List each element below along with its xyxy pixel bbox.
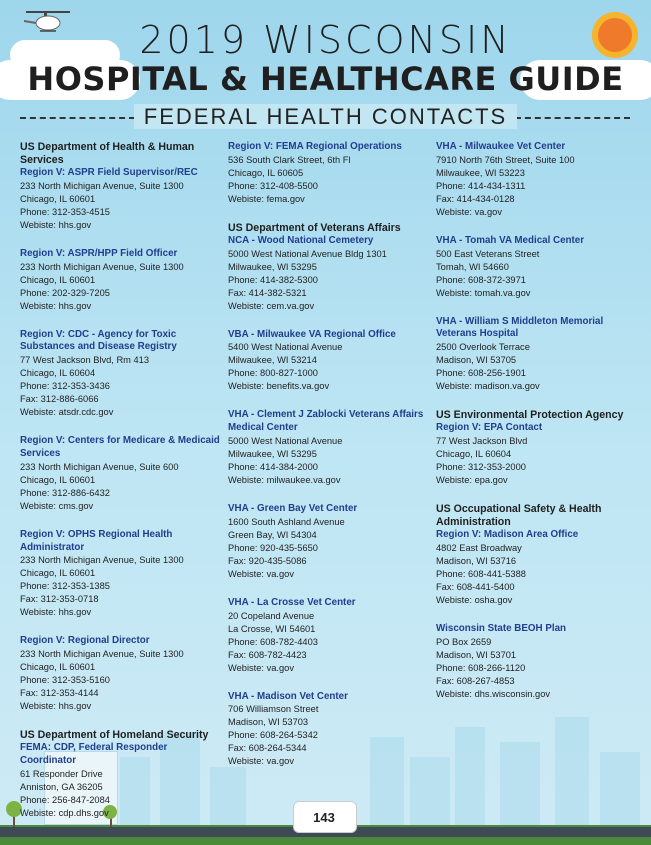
contact-line: Webiste: va.gov xyxy=(228,568,294,579)
contact-line: Fax: 920-435-5086 xyxy=(228,555,307,566)
contact-line: Phone: 608-264-5342 xyxy=(228,730,318,741)
contacts-column-1 xyxy=(20,141,220,836)
office-name: VHA - La Crosse Vet Center xyxy=(228,596,356,608)
office-name: Region V: OPHS Regional Health Administrator xyxy=(20,528,173,553)
contact-entry xyxy=(20,248,220,313)
contact-entry xyxy=(436,141,636,219)
title-line1: 2019 WISCONSIN xyxy=(139,18,512,62)
office-name: VHA - Green Bay Vet Center xyxy=(228,502,358,514)
contact-line: 233 North Michigan Avenue, Suite 1300 xyxy=(20,649,184,660)
contact-line: Fax: 312-353-4144 xyxy=(20,688,99,699)
contact-entry xyxy=(20,329,220,420)
contact-line: Webiste: madison.va.gov xyxy=(436,381,540,392)
office-name: Region V: Regional Director xyxy=(20,635,150,647)
contact-line: Fax: 608-267-4853 xyxy=(436,675,515,686)
contact-line: Phone: 312-353-5160 xyxy=(20,675,110,686)
contact-line: 77 West Jackson Blvd, Rm 413 xyxy=(20,355,150,366)
office-name: Wisconsin State BEOH Plan xyxy=(436,622,567,634)
contact-line: 536 South Clark Street, 6th Fl xyxy=(228,154,351,165)
contact-line: Madison, WI 53703 xyxy=(228,717,309,728)
contact-entry xyxy=(20,435,220,513)
section-title-text: FEDERAL HEALTH CONTACTS xyxy=(134,104,517,129)
contact-line: Madison, WI 53705 xyxy=(436,355,517,366)
contact-line: Webiste: hhs.gov xyxy=(20,219,92,230)
contacts-column-3 xyxy=(436,141,636,717)
contact-entry xyxy=(20,635,220,713)
contact-entry xyxy=(436,316,636,394)
contact-line: Chicago, IL 60601 xyxy=(20,193,96,204)
contact-line: 5000 West National Avenue xyxy=(228,435,343,446)
contact-line: 706 Williamson Street xyxy=(228,704,319,715)
contact-line: 4802 East Broadway xyxy=(436,542,522,553)
contact-line: Phone: 608-372-3971 xyxy=(436,274,526,285)
contact-entry xyxy=(20,529,220,620)
agency-heading: US Department of Veterans Affairs xyxy=(228,221,401,234)
contact-entry xyxy=(436,503,636,607)
office-name: Region V: CDC - Agency for Toxic Substances and Disease Registry xyxy=(20,328,177,353)
contact-line: Webiste: fema.gov xyxy=(228,193,305,204)
building xyxy=(455,727,485,827)
agency-heading: US Environmental Protection Agency xyxy=(436,409,624,422)
contact-line: Phone: 414-384-2000 xyxy=(228,461,318,472)
contact-line: Phone: 312-408-5500 xyxy=(228,180,318,191)
contact-line: Webiste: benefits.va.gov xyxy=(228,381,330,392)
contact-line: Phone: 414-382-5300 xyxy=(228,274,318,285)
building xyxy=(500,742,540,827)
contact-line: Webiste: milwaukee.va.gov xyxy=(228,474,341,485)
contact-line: Webiste: cem.va.gov xyxy=(228,300,315,311)
contact-line: Chicago, IL 60605 xyxy=(228,167,304,178)
title-line2: HOSPITAL & HEALTHCARE GUIDE xyxy=(27,60,624,98)
contact-line: Fax: 312-886-6066 xyxy=(20,394,99,405)
contact-entry xyxy=(228,597,428,675)
contact-line: Phone: 414-434-1311 xyxy=(436,180,526,191)
office-name: Region V: Madison Area Office xyxy=(436,528,579,540)
contact-line: 5400 West National Avenue xyxy=(228,342,343,353)
contact-line: Milwaukee, WI 53214 xyxy=(228,355,317,366)
agency-heading: US Department of Homeland Security xyxy=(20,729,209,742)
contact-entry xyxy=(20,141,220,232)
contact-line: Webiste: va.gov xyxy=(228,662,294,673)
contact-line: Webiste: tomah.va.gov xyxy=(436,287,531,298)
office-name: NCA - Wood National Cemetery xyxy=(228,234,374,246)
contact-line: Chicago, IL 60604 xyxy=(20,368,96,379)
contact-line: Milwaukee, WI 53295 xyxy=(228,261,317,272)
contact-line: Webiste: va.gov xyxy=(228,756,294,767)
contact-line: Webiste: va.gov xyxy=(436,206,502,217)
contact-entry xyxy=(228,691,428,769)
contact-line: Phone: 312-886-6432 xyxy=(20,487,110,498)
contact-line: Fax: 608-441-5400 xyxy=(436,581,515,592)
contact-line: Webiste: hhs.gov xyxy=(20,300,92,311)
contact-line: La Crosse, WI 54601 xyxy=(228,623,316,634)
contact-line: Phone: 312-353-1385 xyxy=(20,581,110,592)
contact-line: 233 North Michigan Avenue, Suite 600 xyxy=(20,461,179,472)
contact-entry xyxy=(20,729,220,820)
office-name: Region V: Centers for Medicare & Medicaid Services xyxy=(20,435,220,459)
office-name: VHA - Clement J Zablocki Veterans Affairs Medical Center xyxy=(228,409,424,434)
office-name: Region V: ASPR Field Supervisor/REC xyxy=(20,167,198,178)
contact-line: Chicago, IL 60604 xyxy=(436,448,512,459)
contact-line: 500 East Veterans Street xyxy=(436,248,540,259)
contact-line: Phone: 256-847-2084 xyxy=(20,794,110,805)
contact-line: 1600 South Ashland Avenue xyxy=(228,516,345,527)
contact-line: Chicago, IL 60601 xyxy=(20,274,96,285)
contact-line: Webiste: dhs.wisconsin.gov xyxy=(436,688,551,699)
contact-line: Phone: 312-353-2000 xyxy=(436,461,526,472)
agency-heading: US Occupational Safety & Health Administration xyxy=(436,502,602,528)
page-number: 143 xyxy=(313,810,335,825)
contact-line: Webiste: cdp.dhs.gov xyxy=(20,807,109,818)
contact-line: Green Bay, WI 54304 xyxy=(228,529,317,540)
contact-line: 233 North Michigan Avenue, Suite 1300 xyxy=(20,180,184,191)
office-name: Region V: EPA Contact xyxy=(436,422,543,434)
contact-line: Webiste: cms.gov xyxy=(20,500,94,511)
contact-line: Webiste: hhs.gov xyxy=(20,701,92,712)
office-name: FEMA: CDP, Federal Responder Coordinator xyxy=(20,742,168,766)
contact-line: Phone: 800-827-1000 xyxy=(228,368,318,379)
agency-heading: US Department of Health & Human Services xyxy=(20,141,195,166)
section-title xyxy=(0,104,651,130)
contact-line: 233 North Michigan Avenue, Suite 1300 xyxy=(20,555,184,566)
contact-line: Fax: 312-353-0718 xyxy=(20,594,99,605)
contact-entry xyxy=(436,409,636,487)
contact-line: 2500 Overlook Terrace xyxy=(436,342,530,353)
office-name: VBA - Milwaukee VA Regional Office xyxy=(228,328,396,340)
contact-line: Madison, WI 53701 xyxy=(436,649,517,660)
contact-line: Milwaukee, WI 53223 xyxy=(436,167,525,178)
contact-line: Anniston, GA 36205 xyxy=(20,781,103,792)
contact-line: 20 Copeland Avenue xyxy=(228,610,315,621)
contact-line: Webiste: hhs.gov xyxy=(20,607,92,618)
contact-line: Chicago, IL 60601 xyxy=(20,568,96,579)
contact-line: Tomah, WI 54660 xyxy=(436,261,509,272)
office-name: VHA - Milwaukee Vet Center xyxy=(436,141,566,152)
contact-line: Phone: 920-435-5650 xyxy=(228,542,318,553)
contact-line: Webiste: atsdr.cdc.gov xyxy=(20,407,114,418)
office-name: Region V: FEMA Regional Operations xyxy=(228,141,402,152)
contact-line: Webiste: epa.gov xyxy=(436,474,508,485)
contact-entry xyxy=(228,329,428,394)
contact-line: 233 North Michigan Avenue, Suite 1300 xyxy=(20,261,184,272)
contact-entry xyxy=(228,141,428,206)
building xyxy=(600,752,640,827)
contact-entry xyxy=(228,409,428,487)
contact-line: Phone: 608-256-1901 xyxy=(436,368,526,379)
office-name: Region V: ASPR/HPP Field Officer xyxy=(20,247,178,259)
contact-line: Fax: 608-264-5344 xyxy=(228,743,307,754)
building xyxy=(555,717,589,827)
office-name: VHA - Madison Vet Center xyxy=(228,690,348,702)
contact-line: Milwaukee, WI 53295 xyxy=(228,448,317,459)
contact-line: Phone: 312-353-3436 xyxy=(20,381,110,392)
contact-line: 77 West Jackson Blvd xyxy=(436,435,528,446)
contact-line: Phone: 312-353-4515 xyxy=(20,206,110,217)
contacts-column-2 xyxy=(228,141,428,784)
contact-line: Phone: 608-441-5388 xyxy=(436,568,526,579)
contact-line: 5000 West National Avenue Bldg 1301 xyxy=(228,248,387,259)
contact-line: Fax: 608-782-4423 xyxy=(228,649,307,660)
contact-line: Phone: 608-266-1120 xyxy=(436,662,526,673)
contact-line: PO Box 2659 xyxy=(436,636,492,647)
contact-line: Phone: 608-782-4403 xyxy=(228,636,318,647)
office-name: VHA - William S Middleton Memorial Veterans Hospital xyxy=(436,315,604,340)
contact-line: Madison, WI 53716 xyxy=(436,555,517,566)
office-name: VHA - Tomah VA Medical Center xyxy=(436,234,585,246)
contact-entry xyxy=(436,623,636,701)
contact-line: Fax: 414-434-0128 xyxy=(436,193,515,204)
contact-line: Phone: 202-329-7205 xyxy=(20,287,110,298)
contact-line: Chicago, IL 60601 xyxy=(20,474,96,485)
contact-line: Fax: 414-382-5321 xyxy=(228,287,307,298)
contact-line: 7910 North 76th Street, Suite 100 xyxy=(436,154,575,165)
contact-entry xyxy=(228,222,428,313)
contact-line: Webiste: osha.gov xyxy=(436,594,513,605)
contact-entry xyxy=(436,235,636,300)
contact-line: Chicago, IL 60601 xyxy=(20,662,96,673)
contact-line: 61 Responder Drive xyxy=(20,768,103,779)
contact-entry xyxy=(228,503,428,581)
